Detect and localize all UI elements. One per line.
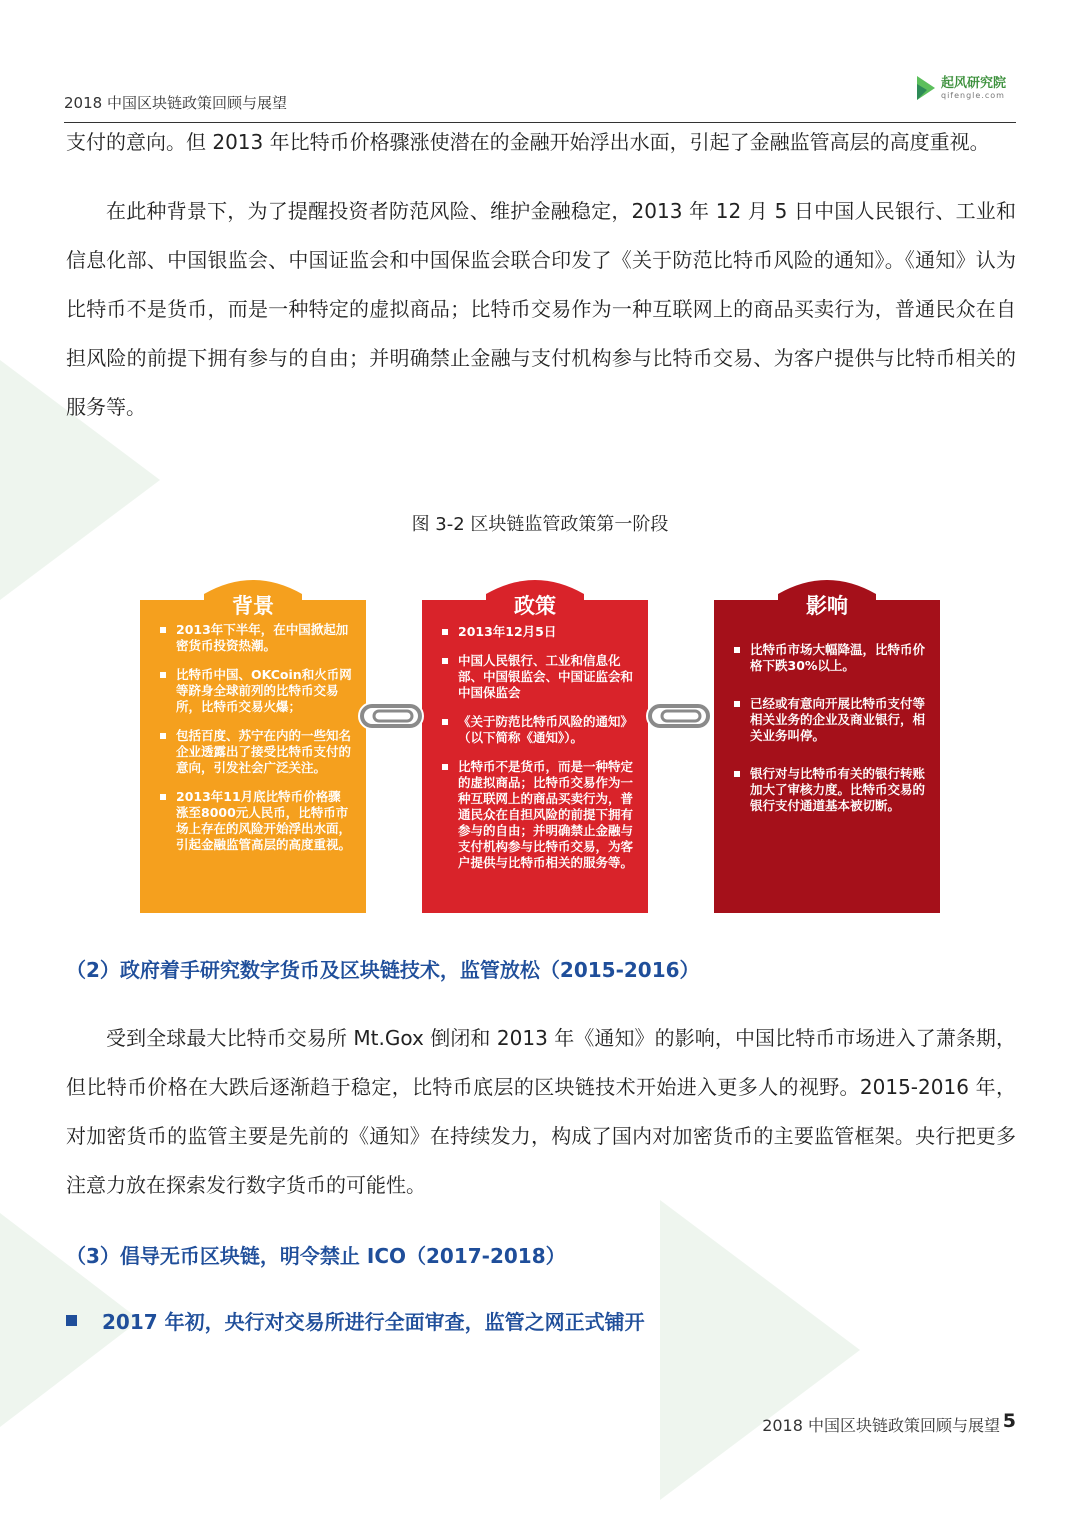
list-item: 中国人民银行、工业和信息化部、中国银监会、中国证监会和中国保监会	[442, 653, 634, 701]
list-item: 比特币中国、OKCoin和火币网等跻身全球前列的比特币交易所，比特币交易火爆；	[160, 667, 352, 715]
list-item: 《关于防范比特币风险的通知》（以下简称《通知》）。	[442, 714, 634, 746]
logo-text-en: qifengle.com	[940, 90, 1005, 100]
list-item: 银行对与比特币有关的银行转账加大了审核力度。比特币交易的银行支付通道基本被切断。	[734, 766, 926, 814]
bullet-heading	[66, 1306, 645, 1335]
paragraph: 受到全球最大比特币交易所 Mt.Gox 倒闭和 2013 年《通知》的影响，中国比特币市场进入了萧条期，但比特币价格在大跌后逐渐趋于稳定，比特币底层的区块链技术开始进入更多人的视野。2015-2016 年，对加密货币的监管主要是先前的《通知》在持续发力，构成了国内对加密货币的主要监管框架。央行把更多注意力放在探索发行数字货币的可能性。	[66, 1026, 1016, 1197]
panel-title: 政策	[514, 594, 556, 618]
paragraph: 支付的意向。但 2013 年比特币价格骤涨使潜在的金融开始浮出水面，引起了金融监管高层的高度重视。	[66, 130, 990, 154]
header-title: 2018 中国区块链政策回顾与展望	[64, 94, 287, 112]
page-number: 5	[1002, 1410, 1016, 1432]
figure-caption: 图 3-2 区块链监管政策第一阶段	[411, 514, 669, 535]
list-item: 包括百度、苏宁在内的一些知名企业透露出了接受比特币支付的意向，引发社会广泛关注。	[160, 728, 352, 776]
policy-stage-figure	[0, 572, 1080, 917]
list-item: 2013年下半年，在中国掀起加密货币投资热潮。	[160, 622, 352, 654]
panel-title: 背景	[232, 594, 274, 618]
logo	[915, 74, 1006, 102]
list-item: 2013年11月底比特币价格骤涨至8000元人民币，比特币市场上存在的风险开始浮出水面，引起金融监管高层的高度重视。	[160, 789, 352, 853]
list-item: 2013年12月5日	[442, 624, 634, 640]
bullet-heading-text: 2017 年初，央行对交易所进行全面审查，监管之网正式铺开	[102, 1310, 645, 1334]
section2-text	[66, 1014, 1016, 1210]
panel-background	[140, 594, 366, 913]
intro-text	[66, 118, 1016, 432]
logo-play-icon	[915, 74, 937, 102]
list-item: 比特币市场大幅降温，比特币价格下跌30%以上。	[734, 642, 926, 674]
watermark-triangle	[660, 1200, 860, 1500]
section-heading: （3）倡导无币区块链，明令禁止 ICO（2017-2018）	[66, 1244, 566, 1268]
paperclip-icon	[646, 696, 714, 736]
paperclip-icon	[358, 696, 426, 736]
list-item: 比特币不是货币，而是一种特定的虚拟商品；比特币交易作为一种互联网上的商品买卖行为，普通民众在自担风险的前提下拥有参与的自由；并明确禁止金融与支付机构参与比特币交易，为客户提供与比特币相关的服务等。	[442, 759, 634, 871]
panel-policy	[422, 594, 648, 913]
section-heading: （2）政府着手研究数字货币及区块链技术，监管放松（2015-2016）	[66, 958, 700, 982]
paragraph: 在此种背景下，为了提醒投资者防范风险、维护金融稳定，2013 年 12 月 5 日中国人民银行、工业和信息化部、中国银监会、中国证监会和中国保监会联合印发了《关于防范比特币风险的通知》。《通知》认为比特币不是货币，而是一种特定的虚拟商品；比特币交易作为一种互联网上的商品买卖行为，普通民众在自担风险的前提下拥有参与的自由；并明确禁止金融与支付机构参与比特币交易、为客户提供与比特币相关的服务等。	[66, 199, 1016, 419]
logo-text-cn: 起风研究院	[940, 75, 1006, 91]
panel-impact	[714, 594, 940, 913]
square-bullet-icon	[66, 1315, 77, 1326]
list-item: 已经或有意向开展比特币支付等相关业务的企业及商业银行，相关业务叫停。	[734, 696, 926, 744]
panel-title: 影响	[806, 594, 848, 618]
footer-title: 2018 中国区块链政策回顾与展望	[762, 1416, 1000, 1435]
